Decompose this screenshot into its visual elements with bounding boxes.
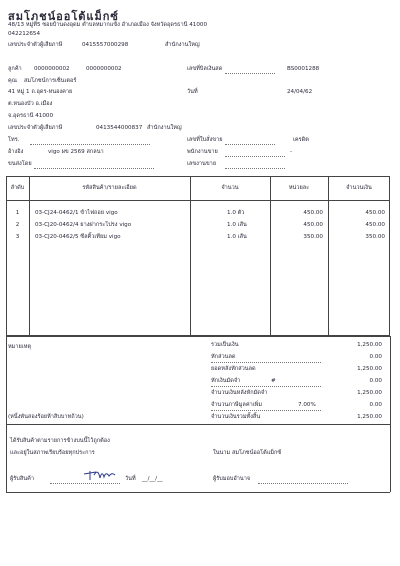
- summary-bottom-line: [6, 424, 390, 425]
- receiver-label: ผู้รับสินค้า: [10, 476, 34, 482]
- customer-address-1: 41 หมู่ 1 ถ.อุดร-หนองคาย: [8, 89, 73, 95]
- job-label: เลขงานขาย: [187, 161, 217, 167]
- row-price: 350.00: [303, 234, 323, 240]
- customer-tax-id: 0413544000837: [96, 125, 143, 131]
- summary-label: หักเงินมัดจำ: [211, 378, 241, 384]
- customer-address-3: จ.อุดรธานี 41000: [8, 113, 54, 119]
- summary-value: 1,250.00: [357, 366, 382, 372]
- customer-phone-label: โทร.: [8, 137, 20, 143]
- customer-code-1: 0000000002: [34, 66, 70, 72]
- customer-transport-label: ขนส่งโดย: [8, 161, 32, 167]
- sales-value: -: [290, 149, 293, 155]
- sales-label: พนักงานขาย: [187, 149, 218, 155]
- company-tax-label: เลขประจำตัวผู้เสียภาษี: [8, 42, 63, 48]
- row-price: 450.00: [303, 222, 323, 228]
- col-divider: [270, 176, 271, 336]
- field-line: [225, 73, 275, 74]
- row-no: 1: [15, 210, 20, 216]
- doc-date: 24/04/62: [287, 89, 313, 95]
- row-qty: 1.0 เส้น: [227, 222, 247, 228]
- receiver-date-label: วันที่: [125, 476, 136, 482]
- summary-label: หักส่วนลด: [211, 354, 236, 360]
- row-price: 450.00: [303, 210, 323, 216]
- customer-ref-value: vigo ผข 2569 สกลนา: [48, 149, 104, 155]
- customer-address-2: ต.หนองบัว อ.เมือง: [8, 101, 53, 107]
- authorizer-label: ผู้รับมอบอำนาจ: [213, 476, 251, 482]
- bill-no-label: เลขที่บิลเงินสด: [187, 66, 223, 72]
- handwritten-signature: [82, 466, 118, 484]
- field-line: [225, 144, 275, 145]
- customer-tax-label: เลขประจำตัวผู้เสียภาษี: [8, 125, 63, 131]
- summary-value: 1,250.00: [357, 414, 382, 420]
- header-no: ลำดับ: [10, 185, 25, 191]
- credit-label: เครดิต: [293, 137, 309, 143]
- receipt-note-2: และอยู่ในสภาพเรียบร้อยทุกประการ: [10, 450, 95, 456]
- on-behalf: ในนาม สมโภชน์ออโต้แม็กซ์: [213, 450, 282, 456]
- field-line: [34, 168, 154, 169]
- row-amount: 350.00: [365, 234, 385, 240]
- customer-code-2: 0000000002: [86, 66, 122, 72]
- summary-label: จำนวนเงินหลังหักมัดจำ: [211, 390, 268, 396]
- summary-underline: [211, 386, 321, 387]
- summary-value: 0.00: [369, 402, 382, 408]
- row-no: 2: [15, 222, 20, 228]
- header-amount: จำนวนเงิน: [346, 185, 372, 191]
- customer-name-label: คุณ: [8, 78, 17, 84]
- row-no: 3: [15, 234, 20, 240]
- row-qty: 1.0 ตัว: [227, 210, 245, 216]
- summary-top-line: [6, 336, 390, 337]
- field-line: [225, 156, 285, 157]
- frame-left: [6, 336, 7, 492]
- summary-label: จำนวนภาษีมูลค่าเพิ่ม: [211, 402, 263, 408]
- ref-no-label: เลขที่ใบสั่งขาย: [187, 137, 223, 143]
- header-qty: จำนวน: [221, 185, 239, 191]
- company-branch: สำนักงานใหญ่: [165, 42, 200, 48]
- company-name: สมโภชน์ออโต้แม็กซ์: [8, 10, 119, 23]
- col-divider: [190, 176, 191, 336]
- summary-extra: #: [271, 378, 276, 384]
- customer-code-label: ลูกค้า: [8, 66, 22, 72]
- summary-label: จำนวนเงินรวมทั้งสิ้น: [211, 414, 261, 420]
- col-divider: [328, 176, 329, 336]
- summary-underline: [211, 362, 321, 363]
- header-unit-price: หน่วยละ: [288, 185, 310, 191]
- company-address: 48/13 หมู่ที่5 ซอยบ้านดงอุดม ตำบลหมากแข้ง อำเภอเมือง จังหวัดอุดรธานี 41000: [8, 22, 208, 28]
- summary-label: ยอดหลังหักส่วนลด: [211, 366, 256, 372]
- customer-name: สมโภชน์การเซ็นเตอร์: [24, 78, 77, 84]
- bill-no: BS0001288: [287, 66, 320, 72]
- summary-value: 0.00: [369, 378, 382, 384]
- footer-bottom-line: [6, 492, 390, 493]
- summary-value: 1,250.00: [357, 342, 382, 348]
- row-amount: 450.00: [365, 222, 385, 228]
- customer-branch: สำนักงานใหญ่: [147, 125, 182, 131]
- receipt-note-1: ได้รับสินค้าตามรายการข้างบนนี้ไว้ถูกต้อง: [10, 438, 110, 444]
- company-phone: 042212654: [8, 31, 41, 37]
- col-divider: [29, 176, 30, 336]
- frame-right: [390, 336, 391, 492]
- summary-extra: 7.00%: [298, 402, 316, 408]
- row-item: 03-CJ20-0462/4 ยางฝากระโปรง vigo: [35, 222, 132, 228]
- company-tax-id: 0415557000298: [82, 42, 129, 48]
- summary-value: 0.00: [369, 354, 382, 360]
- summary-value: 1,250.00: [357, 390, 382, 396]
- row-qty: 1.0 เส้น: [227, 234, 247, 240]
- summary-underline: [211, 410, 321, 411]
- field-line: [30, 144, 150, 145]
- field-line: [225, 168, 285, 169]
- customer-ref-label: อ้างอิง: [8, 149, 24, 155]
- summary-label: รวมเป็นเงิน: [211, 342, 239, 348]
- authorizer-sign-line: [258, 483, 348, 484]
- row-item: 03-CJ24-0462/1 ข้าไฟถอย vigo: [35, 210, 118, 216]
- receiver-date-blank: __/__/__: [142, 476, 163, 482]
- remark-label: หมายเหตุ: [8, 344, 32, 350]
- amount-in-words: (หนึ่งพันสองร้อยห้าสิบบาทถ้วน): [8, 414, 84, 420]
- header-item: รหัสสินค้า/รายละเอียด: [82, 185, 137, 191]
- row-item: 03-CJ20-0462/5 ซีลคิ้วเทียม vigo: [35, 234, 121, 240]
- table-header-divider: [6, 200, 390, 201]
- date-label: วันที่: [187, 89, 198, 95]
- row-amount: 450.00: [365, 210, 385, 216]
